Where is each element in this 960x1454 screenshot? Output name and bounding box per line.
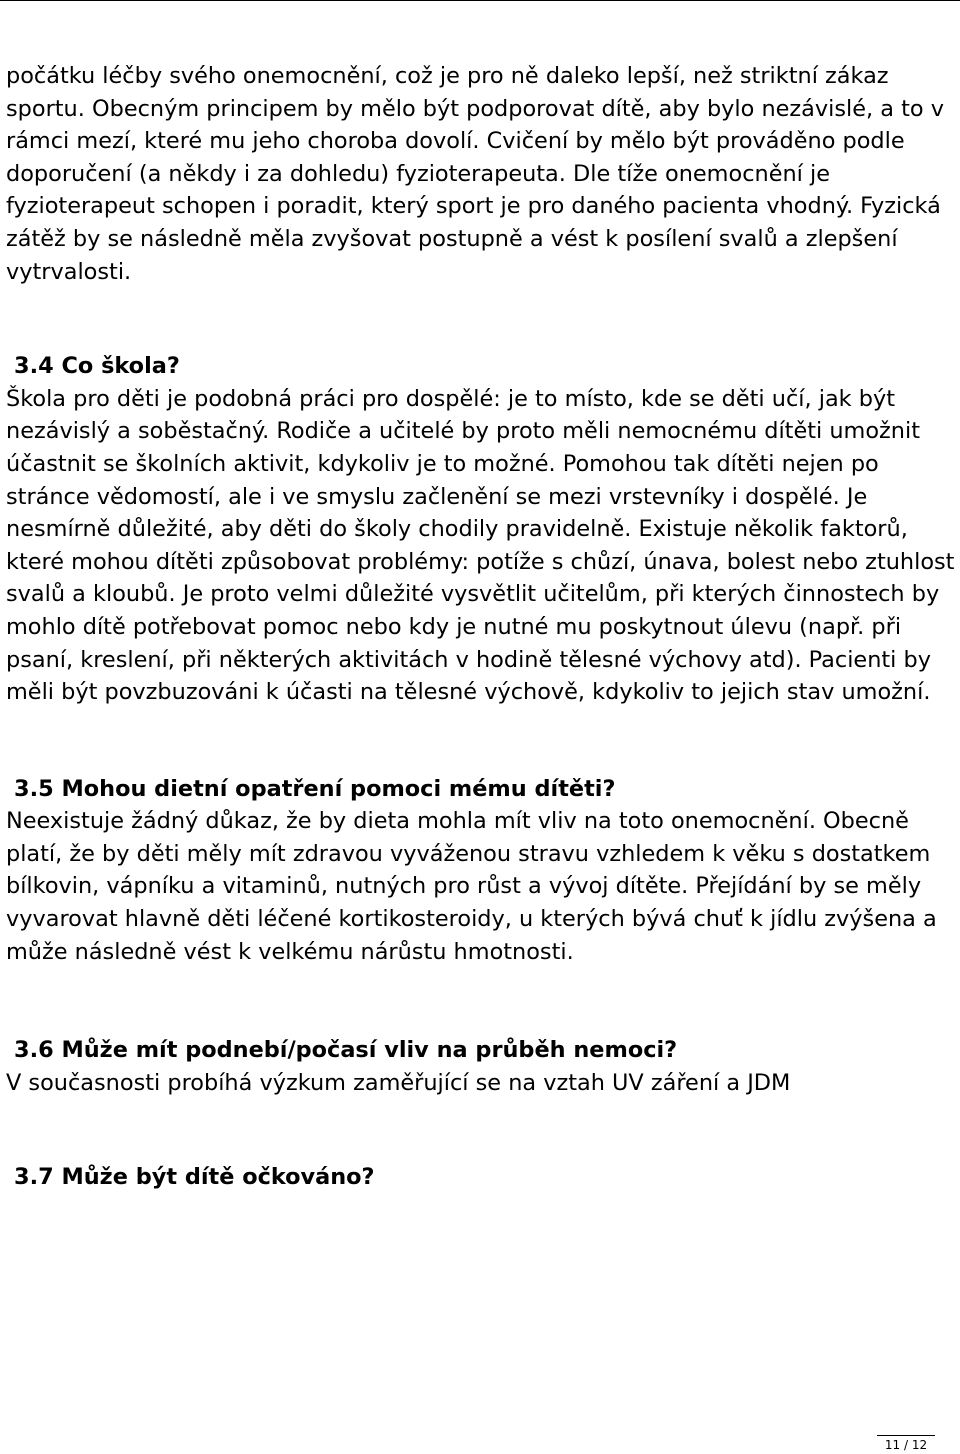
footer-rule [877, 1435, 935, 1436]
section-body-3-6: V současnosti probíhá výzkum zaměřující se na vztah UV záření a JDM [6, 1069, 791, 1096]
top-rule [0, 0, 960, 1]
spacer [6, 1099, 956, 1161]
section-heading-3-4: 3.4 Co škola? [14, 353, 180, 380]
document-body [6, 60, 956, 1194]
section-body-3-5: Neexistuje žádný důkaz, že by dieta mohla mít vliv na toto onemocnění. Obecně platí, že by děti měly mít zdravou vyváženou stravu vzhledem k věku s dostatkem bílkovin, vápníku a vitaminů, nutných pro růst a vývoj dítěte. Přejídání by se měly vyvarovat hlavně děti léčené kortikosteroidy, u kterých bývá chuť k jídlu zvýšena a může následně vést k velkému nárůstu hmotnosti. [6, 808, 937, 965]
spacer [6, 288, 956, 350]
continuation-paragraph: počátku léčby svého onemocnění, což je pro ně daleko lepší, než striktní zákaz sportu. Obecným principem by mělo být podporovat dítě, aby bylo nezávislé, a to v rámci mezí, které mu jeho choroba dovolí. Cvičení by mělo být prováděno podle doporučení (a někdy i za dohledu) fyzioterapeuta. Dle tíže onemocnění je fyzioterapeut schopen i poradit, který sport je pro daného pacienta vhodný. Fyzická zátěž by se následně měla zvyšovat postupně a vést k posílení svalů a zlepšení vytrvalosti. [6, 63, 944, 285]
section-heading-3-5: 3.5 Mohou dietní opatření pomoci mému dítěti? [14, 775, 616, 802]
section-heading-3-6: 3.6 Může mít podnebí/počasí vliv na průběh nemoci? [14, 1037, 678, 1064]
spacer [6, 709, 956, 773]
section-body-3-4: Škola pro děti je podobná práci pro dospělé: je to místo, kde se děti učí, jak být nezávislý a soběstačný. Rodiče a učitelé by proto měli nemocnému dítěti umožnit účastnit se školních aktivit, kdykoliv je to možné. Pomohou tak dítěti nejen po stránce vědomostí, ale i ve smyslu začlenění se mezi vrstevníky i dospělé. Je nesmírně důležité, aby děti do školy chodily pravidelně. Existuje několik faktorů, které mohou dítěti způsobovat problémy: potíže s chůzí, únava, bolest nebo ztuhlost svalů a kloubů. Je proto velmi důležité vysvětlit učitelům, při kterých činnostech by mohlo dítě potřebovat pomoc nebo kdy je nutné mu poskytnout úlevu (např. při psaní, kreslení, při některých aktivitách v hodině tělesné výchovy atd). Pacienti by měli být povzbuzováni k účasti na tělesné výchově, kdykoliv to jejich stav umožní. [6, 385, 955, 706]
section-heading-3-7: 3.7 Může být dítě očkováno? [14, 1164, 375, 1191]
page-number: 11 / 12 [884, 1438, 928, 1452]
spacer [6, 968, 956, 1034]
